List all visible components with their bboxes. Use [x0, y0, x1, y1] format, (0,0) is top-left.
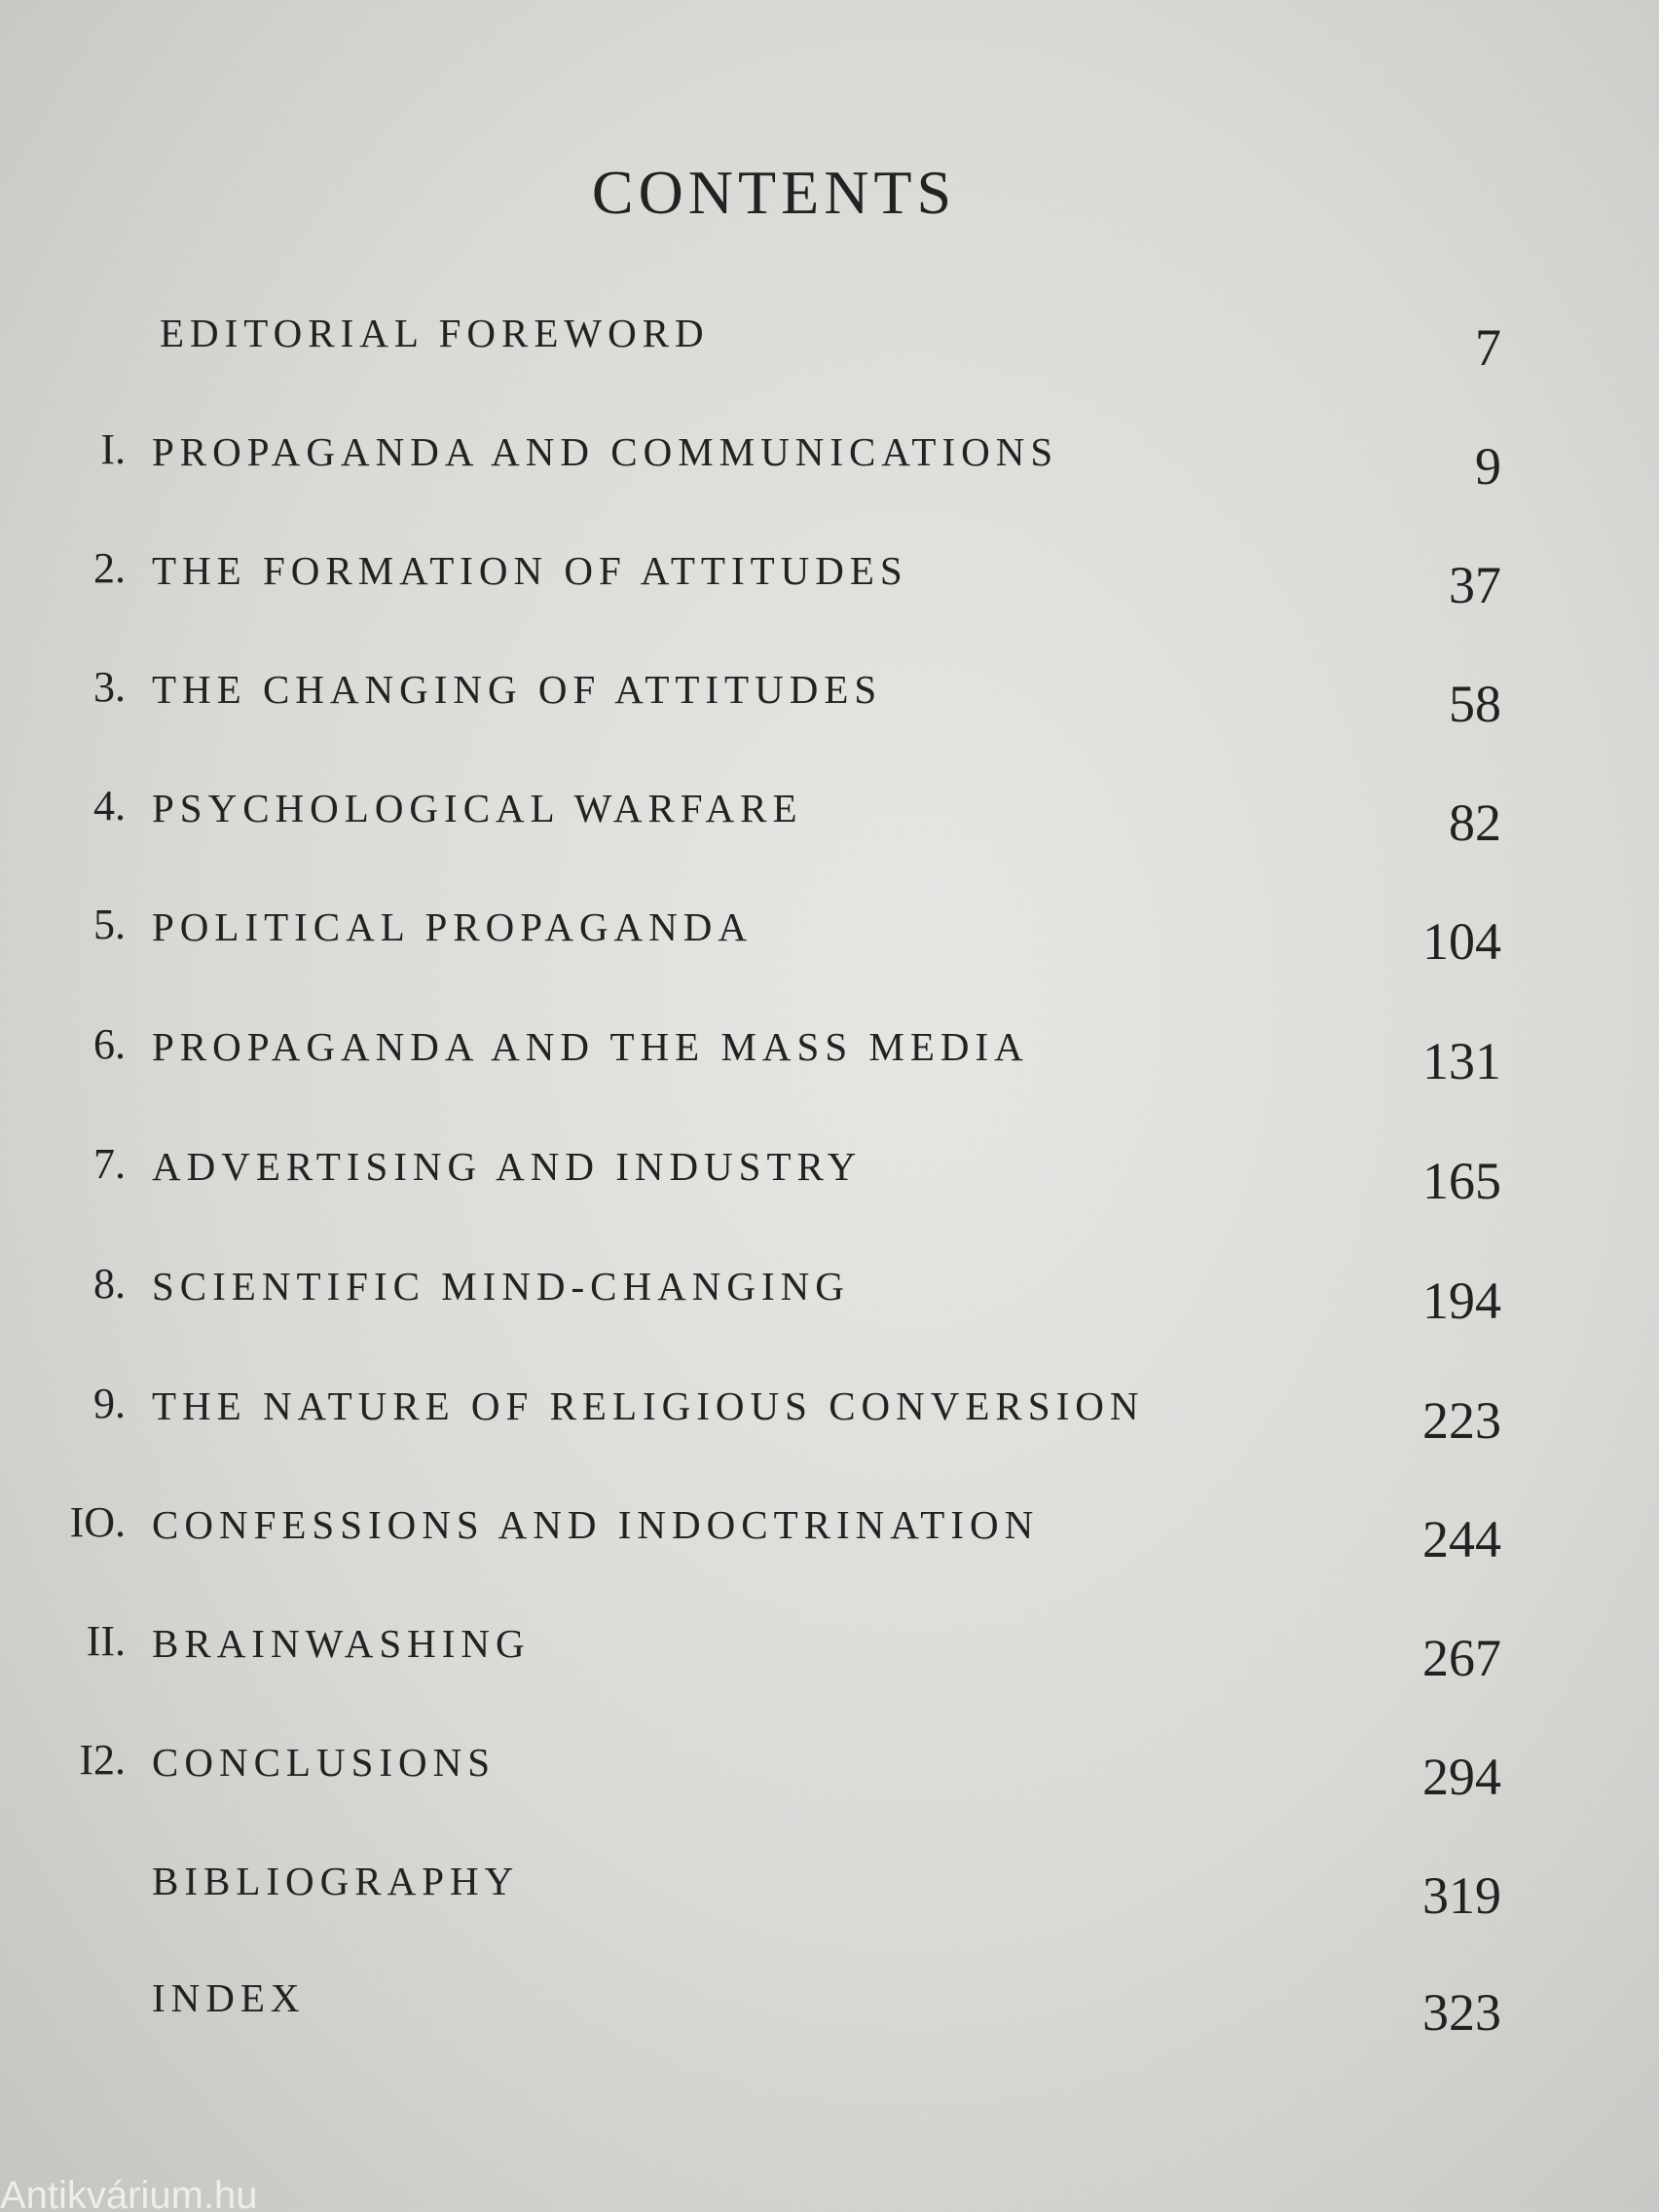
chapter-number: I. [100, 425, 126, 473]
chapter-number: 5. [93, 901, 126, 948]
page-number: 194 [1422, 1272, 1501, 1330]
chapter-title: PROPAGANDA AND COMMUNICATIONS [152, 429, 1059, 474]
chapter-number: 7. [93, 1140, 126, 1188]
toc-entry-chapter-2[interactable] [0, 530, 1659, 627]
chapter-title: THE NATURE OF RELIGIOUS CONVERSION [152, 1383, 1145, 1428]
chapter-title: THE CHANGING OF ATTITUDES [152, 667, 883, 712]
chapter-number: 8. [93, 1260, 126, 1308]
chapter-number: 9. [93, 1380, 126, 1427]
toc-entry-chapter-3[interactable] [0, 648, 1659, 746]
page-number: 319 [1422, 1866, 1501, 1925]
chapter-title: BIBLIOGRAPHY [152, 1859, 520, 1903]
toc-entry-foreword[interactable] [0, 292, 1659, 389]
toc-entry-chapter-11[interactable] [0, 1603, 1659, 1700]
chapter-title: INDEX [152, 1975, 306, 2020]
chapter-title: BRAINWASHING [152, 1621, 531, 1666]
toc-entry-chapter-1[interactable] [0, 411, 1659, 508]
chapter-title: PROPAGANDA AND THE MASS MEDIA [152, 1024, 1029, 1069]
chapter-number: 6. [93, 1020, 126, 1068]
toc-entry-chapter-8[interactable] [0, 1245, 1659, 1343]
page-number: 37 [1449, 556, 1501, 614]
page-number: 323 [1422, 1983, 1501, 2042]
watermark-text: Antikvárium.hu [0, 2174, 258, 2212]
page-title: CONTENTS [591, 157, 957, 227]
toc-entry-chapter-12[interactable] [0, 1721, 1659, 1819]
page-number: 244 [1422, 1510, 1501, 1568]
chapter-number: II. [86, 1617, 126, 1665]
chapter-title: THE FORMATION OF ATTITUDES [152, 548, 908, 593]
page-number: 223 [1422, 1391, 1501, 1450]
page-number: 267 [1422, 1629, 1501, 1687]
chapter-number: 2. [93, 544, 126, 592]
chapter-title: PSYCHOLOGICAL WARFARE [152, 786, 803, 830]
chapter-title: CONCLUSIONS [152, 1740, 497, 1785]
page-number: 58 [1449, 675, 1501, 733]
chapter-number: IO. [69, 1498, 126, 1546]
page-number: 165 [1422, 1152, 1501, 1210]
toc-entry-chapter-10[interactable] [0, 1484, 1659, 1581]
toc-entry-chapter-5[interactable] [0, 886, 1659, 983]
chapter-title: SCIENTIFIC MIND-CHANGING [152, 1264, 850, 1309]
toc-entry-index[interactable] [0, 1957, 1659, 2054]
page-number: 7 [1475, 318, 1501, 377]
page-number: 82 [1449, 793, 1501, 852]
chapter-number: 3. [93, 663, 126, 711]
chapter-title: POLITICAL PROPAGANDA [152, 904, 753, 949]
chapter-number: I2. [79, 1736, 126, 1784]
page-number: 131 [1422, 1032, 1501, 1090]
chapter-title: ADVERTISING AND INDUSTRY [152, 1144, 863, 1189]
chapter-title: CONFESSIONS AND INDOCTRINATION [152, 1502, 1040, 1547]
page-number: 294 [1422, 1748, 1501, 1806]
toc-entry-chapter-9[interactable] [0, 1365, 1659, 1462]
toc-entry-chapter-6[interactable] [0, 1006, 1659, 1103]
page-number: 9 [1475, 437, 1501, 496]
page-number: 104 [1422, 912, 1501, 971]
toc-entry-bibliography[interactable] [0, 1840, 1659, 1937]
chapter-number: 4. [93, 782, 126, 830]
chapter-title: EDITORIAL FOREWORD [160, 311, 710, 355]
toc-entry-chapter-7[interactable] [0, 1125, 1659, 1223]
toc-entry-chapter-4[interactable] [0, 767, 1659, 865]
